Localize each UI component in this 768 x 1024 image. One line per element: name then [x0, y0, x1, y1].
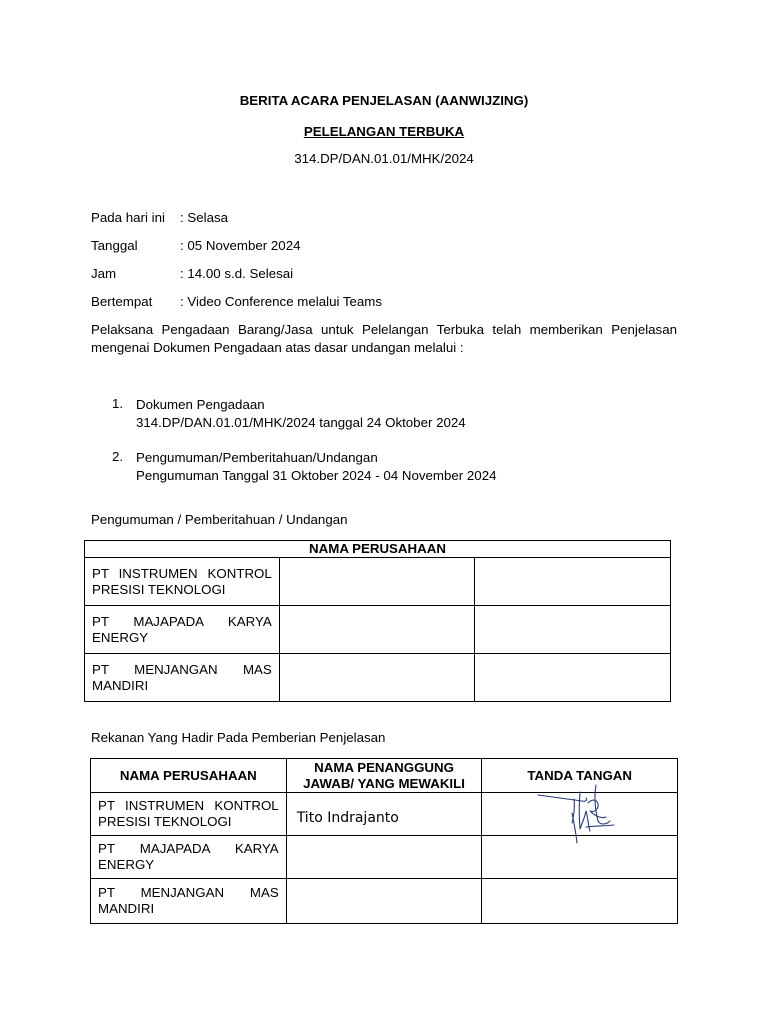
table-row [85, 558, 671, 606]
list-item-line1: Pengumuman/Pemberitahuan/Undangan [136, 450, 378, 465]
representative-cell [286, 879, 482, 924]
company-cell [85, 606, 280, 654]
empty-cell [279, 606, 475, 654]
field-value-date: : 05 November 2024 [180, 238, 301, 253]
empty-cell [279, 558, 475, 606]
company-name: PT MENJANGAN MAS MANDIRI [98, 885, 279, 916]
table-header: NAMA PENANGGUNG JAWAB/ YANG MEWAKILI [286, 759, 482, 793]
list-item-line2: 314.DP/DAN.01.01/MHK/2024 tanggal 24 Oktober 2024 [136, 415, 466, 430]
company-cell [85, 558, 280, 606]
document-title: BERITA ACARA PENJELASAN (AANWIJZING) [239, 93, 529, 108]
table-row [85, 606, 671, 654]
company-cell [91, 793, 287, 836]
empty-cell [279, 654, 475, 702]
representative-cell [286, 836, 482, 879]
field-value-day: : Selasa [180, 210, 229, 225]
document-subtitle: PELELANGAN TERBUKA [303, 124, 465, 139]
list-item-line2: Pengumuman Tanggal 31 Oktober 2024 - 04 November 2024 [136, 468, 497, 483]
signature-cell [482, 836, 678, 879]
company-name: PT MENJANGAN MAS MANDIRI [92, 661, 272, 693]
representative-name: Tito Indrajanto [296, 810, 399, 826]
field-label-date: Tanggal [91, 238, 138, 253]
list-number: 1. [112, 396, 124, 411]
list-item [136, 449, 496, 485]
company-name: PT INSTRUMEN KONTROL PRESISI TEKNOLOGI [92, 565, 272, 597]
signature-cell [482, 793, 678, 836]
table-header: NAMA PERUSAHAAN [91, 759, 287, 793]
table-row [91, 836, 678, 879]
company-cell [85, 654, 280, 702]
field-label-time: Jam [91, 266, 117, 281]
section-title-attendees: Rekanan Yang Hadir Pada Pemberian Penjelasan [91, 730, 386, 745]
field-value-place: : Video Conference melalui Teams [180, 294, 383, 309]
company-cell [91, 836, 287, 879]
invited-companies-table [84, 540, 671, 702]
table-header: NAMA PERUSAHAAN [85, 541, 671, 558]
field-value-time: : 14.00 s.d. Selesai [180, 266, 294, 281]
empty-cell [475, 606, 671, 654]
company-name: PT INSTRUMEN KONTROL PRESISI TEKNOLOGI [98, 798, 279, 829]
company-cell [91, 879, 287, 924]
signature-cell [482, 879, 678, 924]
list-item [136, 396, 466, 432]
company-name: PT MAJAPADA KARYA ENERGY [92, 613, 272, 645]
table-row [85, 654, 671, 702]
table-row [91, 793, 678, 836]
signature [482, 793, 678, 836]
intro-paragraph: Pelaksana Pengadaan Barang/Jasa untuk Pelelangan Terbuka telah memberikan Penjelasan mengenai Dokumen Pengadaan atas dasar undangan melalui : [91, 322, 677, 355]
empty-cell [475, 558, 671, 606]
field-label-place: Bertempat [91, 294, 153, 309]
section-title-announcement: Pengumuman / Pemberitahuan / Undangan [91, 512, 348, 527]
table-row [91, 879, 678, 924]
representative-cell [286, 793, 482, 836]
list-number: 2. [112, 449, 124, 464]
list-item-line1: Dokumen Pengadaan [136, 397, 265, 412]
company-name: PT MAJAPADA KARYA ENERGY [98, 841, 279, 872]
field-label-day: Pada hari ini [91, 210, 165, 225]
attendees-table [90, 758, 678, 924]
document-number: 314.DP/DAN.01.01/MHK/2024 [294, 151, 474, 166]
empty-cell [475, 654, 671, 702]
table-header: TANDA TANGAN [482, 759, 678, 793]
